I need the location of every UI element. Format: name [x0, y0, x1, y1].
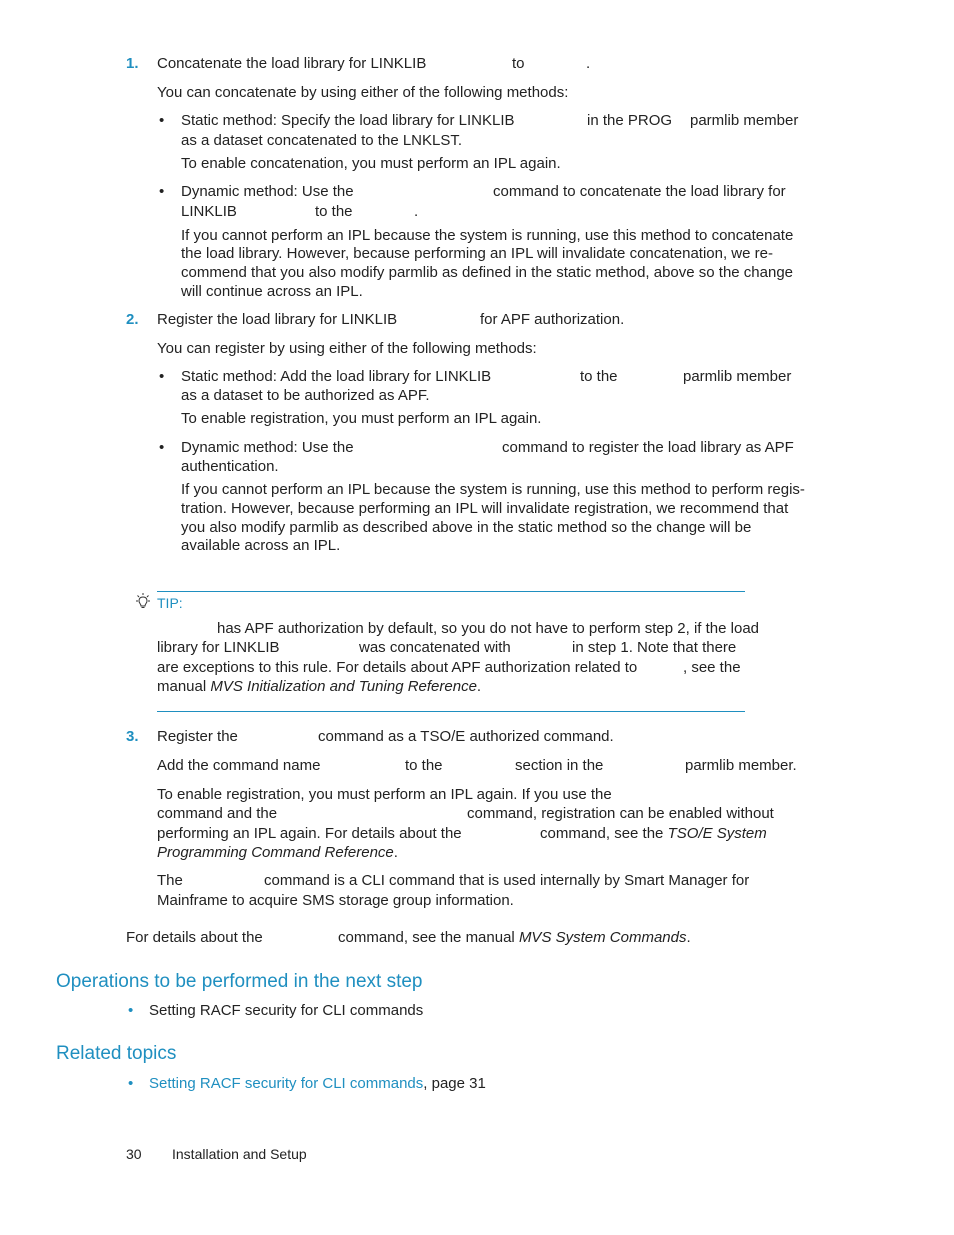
- step-2-number: 2.: [126, 311, 139, 328]
- tip-line-3b: , see the: [683, 659, 741, 676]
- static-method-1-text-b: in the PROG: [587, 112, 673, 129]
- static-method-1-line2: as a dataset concatenated to the LNKLST.: [181, 132, 463, 149]
- dynamic-method-2-para-1: If you cannot perform an IPL because the system is running, use this method to perform regis-: [181, 481, 805, 498]
- step-3-para-3b: command, see the TSO/E System: [540, 825, 767, 842]
- bullet-dot: •: [159, 112, 165, 129]
- dynamic-method-1-para-4: will continue across an IPL.: [181, 283, 363, 300]
- tip-line-2a: library for LINKLIB: [157, 639, 280, 656]
- step-3-add-c: section in the: [515, 757, 604, 774]
- step-1-number: 1.: [126, 55, 139, 72]
- bullet-dot: •: [128, 1002, 134, 1019]
- tip-line-3a: are exceptions to this rule. For details about APF authorization related to: [157, 659, 638, 676]
- related-topics-heading: Related topics: [56, 1043, 177, 1064]
- static-method-1-text-c: parmlib member: [690, 112, 799, 129]
- dynamic-method-1-para-1: If you cannot perform an IPL because the system is running, use this method to concatenate: [181, 227, 794, 244]
- step-3-title: Register the: [157, 728, 238, 745]
- details-b: command, see the manual MVS System Commands.: [338, 929, 691, 946]
- related-topic-link[interactable]: Setting RACF security for CLI commands: [149, 1075, 424, 1092]
- step-1-title-end: .: [586, 55, 591, 72]
- dynamic-method-1-text: Dynamic method: Use the: [181, 183, 354, 200]
- tip-reference-title: MVS Initialization and Tuning Reference: [210, 678, 477, 695]
- dynamic-method-2-text-b: command to register the load library as APF: [502, 439, 794, 456]
- step-3-add-a: Add the command name: [157, 757, 321, 774]
- step-1-intro: You can concatenate by using either of the following methods:: [157, 84, 569, 101]
- dynamic-method-1-para-2: the load library. However, because performing an IPL will invalidate concatenation, we re-: [181, 245, 773, 262]
- dynamic-method-1-line2b: to the: [315, 203, 353, 220]
- step-2-intro: You can register by using either of the following methods:: [157, 340, 537, 357]
- step-3-note-1b: command is a CLI command that is used internally by Smart Manager for: [264, 872, 750, 889]
- static-method-1-note: To enable concatenation, you must perform an IPL again.: [181, 155, 561, 172]
- footer-section-title: Installation and Setup: [172, 1146, 307, 1162]
- static-method-2-text-c: parmlib member: [683, 368, 792, 385]
- tip-line-1: has APF authorization by default, so you do not have to perform step 2, if the load: [217, 620, 759, 637]
- step-3-title-b: command as a TSO/E authorized command.: [318, 728, 614, 745]
- page-number: 30: [126, 1146, 142, 1162]
- dynamic-method-1-para-3: commend that you also modify parmlib as defined in the static method, above so the change: [181, 264, 794, 281]
- next-step-heading: Operations to be performed in the next step: [56, 971, 423, 992]
- bullet-dot: •: [159, 439, 165, 456]
- bullet-dot: •: [159, 368, 165, 385]
- static-method-2-text: Static method: Add the load library for LINKLIB: [181, 368, 492, 385]
- bullet-dot: •: [128, 1075, 134, 1092]
- step-3-note-2: Mainframe to acquire SMS storage group information.: [157, 892, 514, 909]
- lightbulb-icon: [134, 592, 152, 612]
- step-3-para-2b: command, registration can be enabled without: [467, 805, 774, 822]
- static-method-2-text-b: to the: [580, 368, 618, 385]
- step-1-title: Concatenate the load library for LINKLIB: [157, 55, 427, 72]
- dynamic-method-1-line2c: .: [414, 203, 419, 220]
- tip-line-2b: was concatenated with: [359, 639, 511, 656]
- tip-line-2c: in step 1. Note that there: [572, 639, 737, 656]
- dynamic-method-1-text-b: command to concatenate the load library for: [493, 183, 786, 200]
- tso-reference-title: TSO/E System: [667, 825, 767, 842]
- related-topic-item: Setting RACF security for CLI commands, page 31: [149, 1075, 486, 1092]
- step-2-title: Register the load library for LINKLIB: [157, 311, 398, 328]
- mvs-reference-title: MVS System Commands: [518, 929, 687, 946]
- next-step-item: Setting RACF security for CLI commands: [149, 1002, 424, 1019]
- step-2-title-b: for APF authorization.: [480, 311, 625, 328]
- step-3-para-1: To enable registration, you must perform an IPL again. If you use the: [157, 786, 612, 803]
- step-3-para-4: Programming Command Reference.: [157, 844, 398, 861]
- bullet-dot: •: [159, 183, 165, 200]
- static-method-2-line2: as a dataset to be authorized as APF.: [181, 387, 430, 404]
- tip-top-rule: [157, 591, 745, 592]
- dynamic-method-2-para-3: you also modify parmlib as described above in the static method so the change will be: [181, 519, 752, 536]
- step-3-para-3a: performing an IPL again. For details about the: [157, 825, 462, 842]
- details-a: For details about the: [126, 929, 263, 946]
- dynamic-method-2-para-4: available across an IPL.: [181, 537, 341, 554]
- step-3-add-b: to the: [405, 757, 443, 774]
- tip-label: TIP:: [157, 595, 183, 611]
- tip-line-4: manual MVS Initialization and Tuning Reference.: [157, 678, 482, 695]
- step-3-para-2a: command and the: [157, 805, 278, 822]
- step-3-add-d: parmlib member.: [685, 757, 797, 774]
- static-method-2-note: To enable registration, you must perform an IPL again.: [181, 410, 542, 427]
- dynamic-method-2-text: Dynamic method: Use the: [181, 439, 354, 456]
- tip-bottom-rule: [157, 711, 745, 712]
- dynamic-method-1-line2a: LINKLIB: [181, 203, 237, 220]
- step-1-title-to: to: [512, 55, 525, 72]
- static-method-1-text: Static method: Specify the load library for LINKLIB: [181, 112, 515, 129]
- step-3-note-1a: The: [157, 872, 183, 889]
- dynamic-method-2-line2: authentication.: [181, 458, 279, 475]
- step-3-number: 3.: [126, 728, 139, 745]
- dynamic-method-2-para-2: tration. However, because performing an IPL will invalidate registration, we recommend that: [181, 500, 789, 517]
